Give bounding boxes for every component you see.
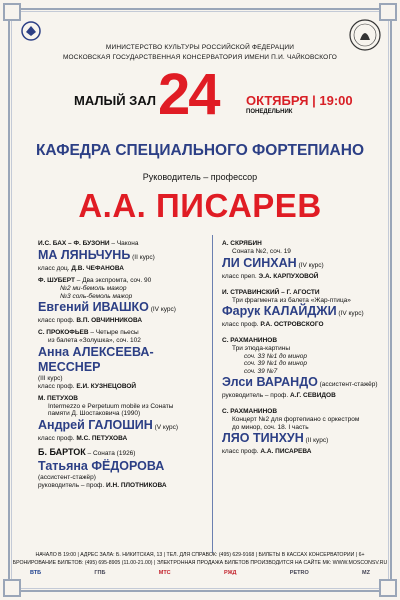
professor-name: А.А. ПИСАРЕВ <box>78 187 322 224</box>
program-item <box>38 277 208 325</box>
work-part: Концерт №2 для фортепиано с оркестром <box>232 416 360 423</box>
performer-course: (ассистент-стажёр) <box>317 381 378 388</box>
teacher-name: Э.А. КАРПУХОВОЙ <box>258 272 319 280</box>
work-title: С. РАХМАНИНОВ <box>222 408 278 415</box>
column-divider <box>212 235 213 553</box>
ministry-emblem-icon <box>20 20 42 42</box>
work-part: из балета «Золушка», соч. 102 <box>48 337 141 344</box>
class-prefix: класс доц. <box>38 265 72 272</box>
work-title: И. СТРАВИНСКИЙ – Г. АГОСТИ <box>222 288 320 296</box>
program-item <box>222 408 386 456</box>
sponsor-logo: PETRO <box>289 570 309 576</box>
work-title: С. РАХМАНИНОВ <box>222 337 278 344</box>
performer-name: ЛЯО ТИНХУН <box>222 431 304 445</box>
frame-corner <box>379 579 397 597</box>
class-prefix: класс проф. <box>38 317 77 324</box>
performer-name: Фарук КАЛАЙДЖИ <box>222 304 337 318</box>
performer-name: Татьяна ФЁДОРОВА <box>38 458 165 473</box>
sponsor-logo: ГПБ <box>94 570 106 576</box>
work-description: – Четыре пьесы <box>88 329 139 336</box>
teacher-name: В.П. ОВЧИННИКОВА <box>76 317 143 324</box>
work-title: Б. БАРТОК <box>38 446 86 457</box>
performer-name: Элси ВАРАНДО <box>222 375 318 389</box>
class-prefix: класс преп. <box>222 272 259 280</box>
sponsor-logo: MZ <box>362 570 370 576</box>
work-part: Три этюда-картины <box>232 345 291 352</box>
class-prefix: класс проф. <box>222 448 261 455</box>
teacher-name: Д.В. ЧЕФАНОВА <box>71 265 124 272</box>
teacher-name: А.Г. СЕВИДОВ <box>290 392 336 399</box>
class-prefix: руководитель – проф. <box>38 481 107 489</box>
sponsor-logo: МТС <box>158 570 171 576</box>
teacher-name: Е.И. КУЗНЕЦОВОЙ <box>76 382 137 390</box>
performer-course: (IV курс) <box>296 261 324 269</box>
work-part: Intermezzo e Perpetuum mobile из Сонаты <box>48 402 174 410</box>
work-title: Ф. ШУБЕРТ <box>38 277 75 284</box>
work-part: памяти Д. Шостаковича (1990) <box>48 410 141 417</box>
hall-name: МАЛЫЙ ЗАЛ <box>74 93 156 108</box>
teacher-name: Р.А. ОСТРОВСКОГО <box>260 321 324 328</box>
program-item <box>38 395 208 443</box>
class-prefix: класс проф. <box>38 382 77 390</box>
department-title: КАФЕДРА СПЕЦИАЛЬНОГО ФОРТЕПИАНО <box>35 142 365 159</box>
work-description: – Чакона <box>109 240 139 247</box>
work-title: А. СКРЯБИН <box>222 240 262 247</box>
work-part: до минор, соч. 18. I часть <box>232 423 309 431</box>
performer-course: (III курс) <box>38 374 63 382</box>
work-part: №2 ми-бемоль мажор <box>60 285 127 292</box>
program-item <box>38 447 208 490</box>
head-label: Руководитель – профессор <box>142 172 258 182</box>
footer-info: НАЧАЛО В 19:00 | АДРЕС ЗАЛА: Б. НИКИТСКАЯ, 13 | ТЕЛ. ДЛЯ СПРАВОК: (495) 629-9168 | БИЛЕТЫ В КАССАХ КОНСЕРВАТОРИИ | 6+ <box>35 552 365 558</box>
program-item <box>222 240 386 281</box>
ministry-title: МИНИСТЕРСТВО КУЛЬТУРЫ РОССИЙСКОЙ ФЕДЕРАЦИИ <box>105 44 295 51</box>
performer-name: Евгений ИВАШКО <box>38 300 149 314</box>
performer-course: (II курс) <box>130 254 155 261</box>
conservatory-title: МОСКОВСКАЯ ГОСУДАРСТВЕННАЯ КОНСЕРВАТОРИЯ ИМЕНИ П.И. ЧАЙКОВСКОГО <box>62 54 338 61</box>
event-day: 24 <box>158 62 219 127</box>
program-item <box>222 337 386 400</box>
event-month-time: ОКТЯБРЯ | 19:00 <box>246 93 353 108</box>
frame-corner <box>3 579 21 597</box>
event-weekday: ПОНЕДЕЛЬНИК <box>246 109 293 115</box>
work-part: соч. 39 №1 до минор <box>244 360 307 367</box>
performer-name: Анна АЛЕКСЕЕВА-МЕССНЕР <box>38 344 154 374</box>
teacher-name: А.А. ПИСАРЕВА <box>260 448 312 455</box>
work-part: №3 соль-бемоль мажор <box>60 292 133 300</box>
performer-name: Андрей ГАЛОШИН <box>38 417 153 432</box>
program-left-column <box>38 240 208 494</box>
class-prefix: руководитель – проф. <box>222 392 291 399</box>
performer-course: (IV курс) <box>336 310 364 317</box>
program-item <box>222 289 386 330</box>
program-item <box>38 329 208 391</box>
work-description: – Соната (1926) <box>85 449 136 457</box>
work-part: Три фрагмента из балета «Жар-птица» <box>232 296 351 304</box>
teacher-name: И.Н. ПЛОТНИКОВА <box>106 481 167 489</box>
performer-name: ЛИ СИНХАН <box>222 255 297 270</box>
performer-course: (ассистент-стажёр) <box>38 473 96 481</box>
work-title: С. ПРОКОФЬЕВ <box>38 329 89 336</box>
work-part: соч. 33 №1 до минор <box>244 352 307 360</box>
program-item <box>38 240 208 273</box>
sponsor-logo: ВТБ <box>30 570 42 576</box>
footer-booking: БРОНИРОВАНИЕ БИЛЕТОВ: (495) 695-8905 (11.00-21.00) | ЭЛЕКТРОННАЯ ПРОДАЖА БИЛЕТОВ ПРОИЗВОДИТСЯ НА САЙТЕ МК: WWW.MOSCONSV.RU <box>12 560 388 566</box>
class-prefix: класс проф. <box>222 321 261 328</box>
work-title: М. ПЕТУХОВ <box>38 394 78 402</box>
performer-course: (IV курс) <box>148 306 176 313</box>
work-part: соч. 39 №7 <box>244 367 278 375</box>
sponsor-logo: РЖД <box>223 570 237 576</box>
work-description: – Два экспромта, соч. 90 <box>74 277 152 284</box>
class-prefix: класс проф. <box>38 434 77 442</box>
program-right-column <box>222 240 386 460</box>
work-title: И.С. БАХ – Ф. БУЗОНИ <box>38 240 110 247</box>
performer-course: (V курс) <box>152 423 179 431</box>
performer-name: МА ЛЯНЬЧУНЬ <box>38 248 131 262</box>
sponsor-logos <box>30 570 370 576</box>
frame-corner <box>3 3 21 21</box>
teacher-name: М.С. ПЕТУХОВА <box>76 434 128 442</box>
performer-course: (II курс) <box>303 437 329 444</box>
work-part: Соната №2, соч. 19 <box>232 248 291 255</box>
